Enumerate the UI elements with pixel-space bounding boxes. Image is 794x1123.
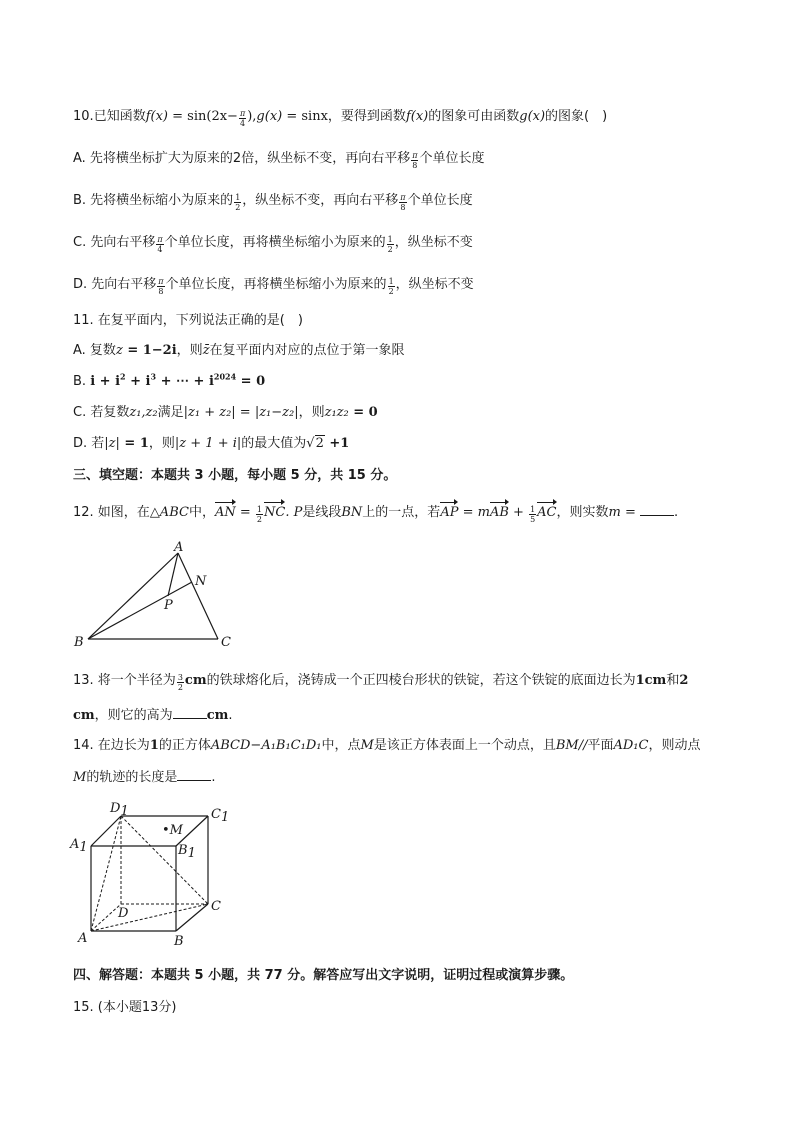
label-c1: C1: [211, 807, 230, 825]
one-half: $\frac{1}{2}$: [387, 235, 393, 254]
segment-bn: [88, 582, 192, 639]
label-a: A: [174, 540, 184, 555]
label-m: •M: [162, 823, 183, 838]
triangle-figure: [70, 538, 240, 654]
label-c: C: [211, 899, 221, 914]
diag-a-d1: [91, 816, 121, 931]
side-ab: [88, 553, 178, 639]
pi-over-8: $\frac{\pi}{8}$: [400, 193, 406, 212]
label-n: N: [195, 574, 207, 589]
label-a: A: [78, 931, 88, 946]
one-half: $\frac{1}{2}$: [388, 277, 394, 296]
edge-a-d: [91, 904, 121, 931]
q13-line-2: cm，则它的高为 cm.: [73, 708, 233, 723]
answer-blank: [177, 768, 211, 781]
pi-over-4: $\frac{\pi}{4}$: [239, 109, 246, 128]
section-3-heading: 三、填空题：本题共 3 小题，每小题 5 分，共 15 分。: [73, 468, 397, 483]
label-b: B: [174, 934, 184, 949]
diag-a-c: [91, 904, 208, 931]
label-d: D: [118, 906, 129, 921]
label-p: P: [164, 598, 173, 613]
label-a1: A1: [70, 837, 88, 855]
answer-blank: [173, 706, 207, 719]
q11-option-b: B. $i + i^2 + i^3$ + ⋯ + $i^{2024} = 0$: [73, 371, 266, 389]
label-b: B: [74, 635, 84, 650]
label-b1: B1: [178, 843, 196, 861]
q11-option-a: A. 复数z = 1−2i，则z̄在复平面内对应的点位于第一象限: [73, 343, 405, 358]
q11-option-d: D. 若|z| = 1，则|z + 1 + i|的最大值为√2 +1: [73, 436, 350, 451]
q14-line-1: 14. 在边长为1的正方体ABCD−A₁B₁C₁D₁中，点M是该正方体表面上一个动点，且BM//平面AD₁C，则动点: [73, 738, 701, 753]
q15-heading: 15. (本小题13分): [73, 1000, 177, 1015]
pi-over-8: $\frac{\pi}{8}$: [412, 151, 418, 170]
q10-option-b: B. 先将横坐标缩小为原来的 $\frac{1}{2}$ ，纵坐标不变，再向右平移 $\frac{\pi}{8}$ 个单位长度: [73, 193, 473, 212]
q10-option-a: A. 先将横坐标扩大为原来的2倍，纵坐标不变，再向右平移 $\frac{\pi}{8}$ 个单位长度: [73, 151, 485, 170]
cube-figure: [66, 796, 236, 952]
q10-option-c: C. 先向右平移 $\frac{\pi}{4}$ 个单位长度，再将横坐标缩小为原来的 $\frac{1}{2}$ ，纵坐标不变: [73, 235, 473, 254]
q12-stem: 12. 如图，在△ABC中，AN = $\frac{1}{2}$ NC. P是线段BN上的一点，若AP = mAB + $\frac{1}{5}$ AC，则实数m = .: [73, 505, 679, 524]
q10-stem: 10.已知函数f(x) = sin(2x− $\frac{\pi}{4}$ ),g(x) = sinx，要得到函数f(x)的图象可由函数g(x)的图象( ): [73, 109, 608, 128]
q14-line-2: M的轨迹的长度是 .: [73, 770, 216, 785]
q11-option-c: C. 若复数z₁,z₂满足|z₁ + z₂| = |z₁−z₂|，则z₁z₂ = 0: [73, 405, 378, 420]
section-4-heading: 四、解答题：本题共 5 小题，共 77 分。解答应写出文字说明，证明过程或演算步骤。: [73, 968, 574, 983]
pi-over-8: $\frac{\pi}{8}$: [158, 277, 164, 296]
edge-b-c: [176, 904, 208, 931]
segment-ap: [168, 553, 178, 596]
answer-blank: [640, 503, 674, 516]
q10-option-d: D. 先向右平移 $\frac{\pi}{8}$ 个单位长度，再将横坐标缩小为原来的 $\frac{1}{2}$ ，纵坐标不变: [73, 277, 474, 296]
q11-stem: 11. 在复平面内，下列说法正确的是( ): [73, 313, 303, 328]
one-half: $\frac{1}{2}$: [235, 193, 241, 212]
q13-line-1: 13. 将一个半径为 $\frac{3}{2}$ cm的铁球熔化后，浇铸成一个正四棱台形状的铁锭，若这个铁锭的底面边长为1cm和2: [73, 673, 689, 692]
side-ac: [178, 553, 218, 639]
label-d1: D1: [110, 801, 129, 819]
label-c: C: [221, 635, 231, 650]
pi-over-4: $\frac{\pi}{4}$: [157, 235, 163, 254]
edge-a1-d1: [91, 816, 121, 846]
